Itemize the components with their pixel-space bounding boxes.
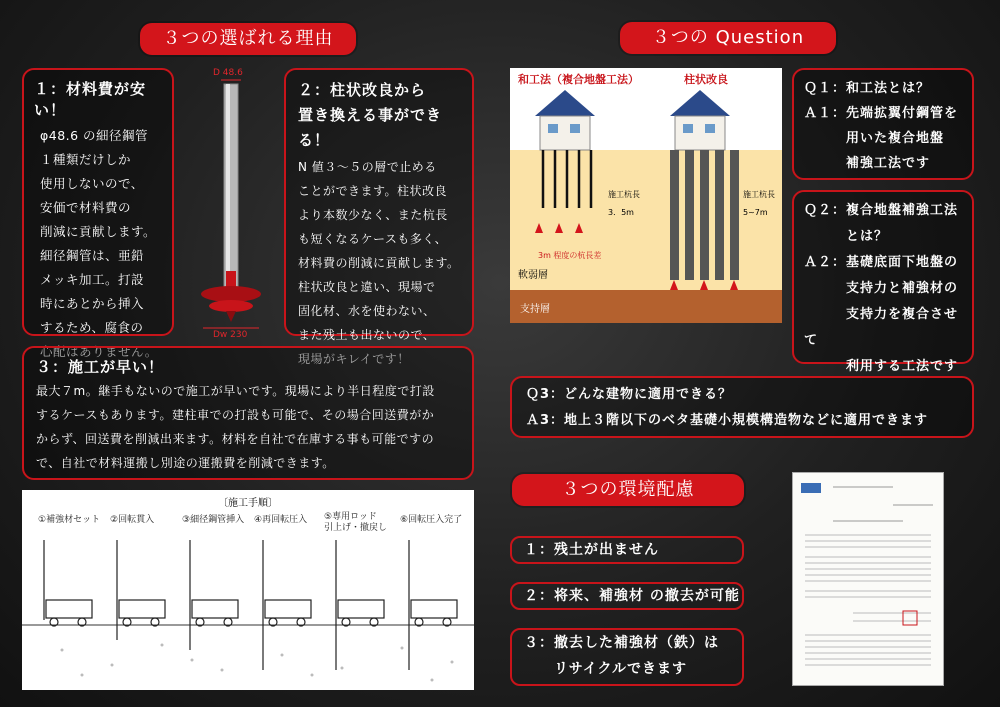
diagram-pile-left: 施工杭長 3．5m [608,190,640,217]
question-title: ３つの Question [620,22,836,54]
diagram-bearing-layer: 支持層 [520,304,550,315]
reason1-box [22,68,174,359]
env-item-1: １：残土が出ません [510,536,744,564]
reason2-heading: ２：柱状改良から 置き換える事ができる！ [298,81,443,149]
q2-box [792,190,974,374]
reason1-heading: １：材料費が安い！ [34,80,147,119]
q2-text: Ｑ２：複合地盤補強工法 とは？ Ａ２：基礎底面下地盤の 支持力と補強材の 支持力を複合させて 利用する工法です [804,203,959,374]
reason2-body: N 値３～５の層で止める ことができます。柱状改良 より本数少なく、また杭長 も短くなるケースも多く、 材料費の削減に貢献します。 柱状改良と違い、現場で 固化材、水を使わない、 また残土も出ないので、 現場がキレイです！ [298,160,460,366]
procedure-steps [32,512,472,532]
comparison-diagram [510,68,782,323]
procedure-panel [22,490,474,690]
env-item-2: ２：将来、補強材 の撤去が可能 [510,582,744,610]
q1-text: Ｑ１：和工法とは？ Ａ１：先端拡翼付鋼管を 用いた複合地盤 補強工法です [804,81,959,171]
step-5-label: ⑤専用ロッド 引上げ・撤戻し [324,512,388,533]
procedure-title: 〔施工手順〕 [218,498,278,509]
certificate-image [792,472,944,686]
diagram-diff: 3m 程度の杭長差 [538,251,602,260]
pipe-top-label: D 48.6 [213,68,243,78]
step-3-label: ③細径鋼管挿入 [182,515,245,525]
q1-box [792,68,974,180]
reasons-title: ３つの選ばれる理由 [140,23,356,55]
environment-title: ３つの環境配慮 [512,474,744,506]
pipe-bottom-label: Dw 230 [213,330,248,340]
reason1-body: φ48.6 の細径鋼管 １種類だけしか 使用しないので、 安価で材料費の 削減に貢献します。 細径鋼管は、亜鉛 メッキ加工。打設 時にあとから挿入 するため、腐食の 心配はありません。 [40,128,158,359]
q3-text: Ｑ3：どんな建物に適用できる？ Ａ3：地上３階以下のベタ基礎小規模構造物などに適用できます [526,387,929,428]
step-4-label: ④再回転圧入 [254,515,308,525]
reason3-heading: ３：施工が早い！ [36,358,165,376]
reason3-box [22,346,474,480]
step-2-label: ②回転貫入 [110,515,155,525]
diagram-label-right: 柱状改良 [684,73,728,86]
diagram-label-left: 和工法（複合地盤工法） [518,73,639,86]
diagram-pile-right: 施工杭長 5~7m [743,190,775,217]
step-1-label: ①補強材セット [38,515,101,525]
procedure-illustration [22,530,474,690]
pipe-illustration [195,66,275,346]
reason2-box [284,68,474,366]
env-item-3: ３：撤去した補強材（鉄）は リサイクルできます [510,628,744,686]
diagram-soft-layer: 軟弱層 [518,270,548,281]
q3-box [510,376,974,438]
reason3-body: 最大７m。継手もないので施工が早いです。現場により半日程度で打設 するケースもあります。建柱車での打設も可能で、その場合回送費がか からず、回送費を削減出来ます。材料を自社で在庫する事も可能ですの で、自社で材料運搬し別途の運搬費を削減できます。 [36,384,435,470]
step-6-label: ⑥回転圧入完了 [400,515,463,525]
